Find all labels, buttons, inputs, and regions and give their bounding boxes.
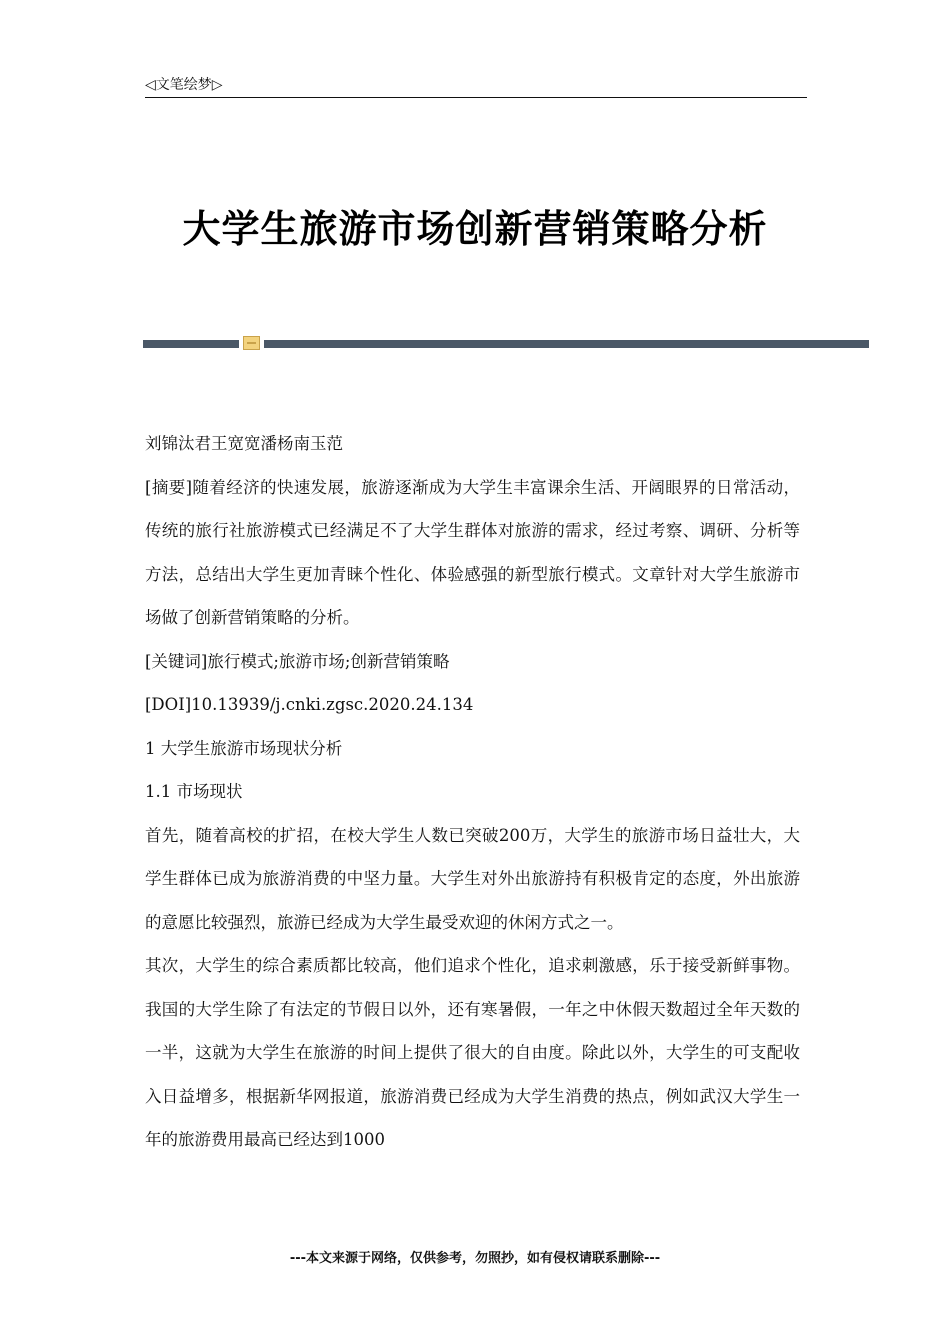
title-divider-right — [264, 340, 869, 348]
header-brand: ◁文笔绘梦▷ — [145, 77, 223, 93]
subsection-heading: 1.1 市场现状 — [145, 782, 243, 801]
divider-badge-icon — [243, 336, 260, 350]
doi-line: [DOI]10.13939/j.cnki.zgsc.2020.24.134 — [145, 695, 474, 714]
footer-disclaimer: ---本文来源于网络，仅供参考，勿照抄，如有侵权请联系删除--- — [289, 1251, 661, 1266]
body-paragraph-1: 首先，随着高校的扩招，在校大学生人数已突破200万，大学生的旅游市场日益壮大，大学生群体已成为旅游消费的中坚力量。大学生对外出旅游持有积极肯定的态度，外出旅游的意愿比较强烈，旅游已经成为大学生最受欢迎的休闲方式之一。 — [145, 825, 800, 932]
abstract-paragraph: [摘要]随着经济的快速发展，旅游逐渐成为大学生丰富课余生活、开阔眼界的日常活动，传统的旅行社旅游模式已经满足不了大学生群体对旅游的需求，经过考察、调研、分析等方法，总结出大学生更加青睐个性化、体验感强的新型旅行模式。文章针对大学生旅游市场做了创新营销策略的分析。 — [145, 477, 800, 627]
authors-line: 刘锦汰君王宽宽潘杨南玉范 — [145, 434, 343, 453]
section-heading: 1 大学生旅游市场现状分析 — [145, 738, 343, 758]
keywords-line: [关键词]旅行模式;旅游市场;创新营销策略 — [145, 651, 450, 671]
document-title: 大学生旅游市场创新营销策略分析 — [182, 207, 768, 251]
title-divider-left — [143, 340, 239, 348]
header-rule — [145, 97, 807, 98]
body-paragraph-2: 其次，大学生的综合素质都比较高，他们追求个性化，追求刺激感，乐于接受新鲜事物。我国的大学生除了有法定的节假日以外，还有寒暑假，一年之中休假天数超过全年天数的一半，这就为大学生在旅游的时间上提供了很大的自由度。除此以外，大学生的可支配收入日益增多，根据新华网报道，旅游消费已经成为大学生消费的热点，例如武汉大学生一年的旅游费用最高已经达到1000 — [145, 956, 800, 1149]
document-body — [145, 422, 800, 1162]
